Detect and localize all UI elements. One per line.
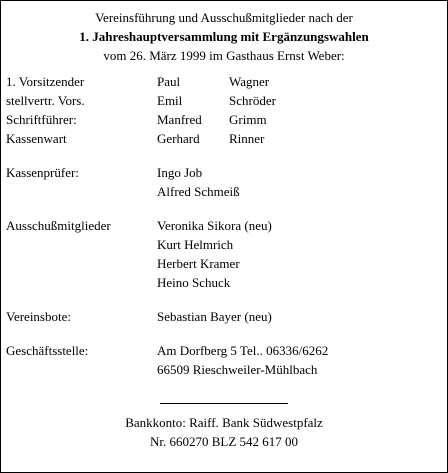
role-label: stellvertr. Vors. — [6, 93, 85, 108]
auditors-row — [6, 182, 442, 201]
last-name: Grimm — [229, 112, 267, 127]
auditor-name: Ingo Job — [157, 165, 203, 180]
header-line-3: vom 26. März 1999 im Gasthaus Ernst Weber: — [103, 48, 345, 63]
committee-row — [6, 235, 442, 254]
last-name: Schröder — [229, 93, 276, 108]
committee-member: Kurt Helmrich — [157, 237, 234, 252]
bank-line-2: Nr. 660270 BLZ 542 617 00 — [149, 434, 299, 449]
header-line-1: Vereinsführung und Ausschußmitglieder nach der — [95, 10, 353, 25]
spacer — [6, 201, 442, 216]
first-name: Gerhard — [157, 131, 200, 146]
office-address-line-1: Am Dorfberg 5 Tel.. 06336/6262 — [157, 343, 329, 358]
board-row-vice-chairman — [6, 91, 442, 110]
committee-row — [6, 273, 442, 292]
bank-line-1: Bankkonto: Raiff. Bank Südwestpfalz — [125, 415, 323, 430]
last-name: Wagner — [229, 74, 270, 89]
office-row — [6, 341, 442, 360]
office-address-line-2: 66509 Rieschweiler-Mühlbach — [157, 362, 318, 377]
committee-row — [6, 254, 442, 273]
committee-member: Herbert Kramer — [157, 256, 240, 271]
auditors-label: Kassenprüfer: — [6, 165, 79, 180]
board-row-secretary — [6, 110, 442, 129]
role-label: Schriftführer: — [6, 112, 77, 127]
committee-member: Veronika Sikora (neu) — [157, 218, 272, 233]
first-name: Manfred — [157, 112, 202, 127]
first-name: Paul — [157, 74, 181, 89]
board-row-chairman — [6, 72, 442, 91]
board-row-treasurer — [6, 129, 442, 148]
messenger-row — [6, 307, 442, 326]
messenger-name: Sebastian Bayer (neu) — [157, 309, 272, 324]
spacer — [6, 148, 442, 163]
spacer — [6, 326, 442, 341]
document-header — [1, 8, 447, 65]
spacer — [6, 292, 442, 307]
bank-info — [1, 413, 447, 451]
office-row — [6, 360, 442, 379]
auditors-row — [6, 163, 442, 182]
header-line-2: 1. Jahreshauptversammlung mit Ergänzungswahlen — [79, 29, 369, 44]
committee-member: Heino Schuck — [157, 275, 231, 290]
last-name: Rinner — [229, 131, 265, 146]
messenger-label: Vereinsbote: — [6, 309, 71, 324]
first-name: Emil — [157, 93, 183, 108]
committee-row — [6, 216, 442, 235]
member-list — [6, 72, 442, 379]
role-label: 1. Vorsitzender — [6, 74, 85, 89]
office-label: Geschäftsstelle: — [6, 343, 89, 358]
role-label: Kassenwart — [6, 131, 67, 146]
auditor-name: Alfred Schmeiß — [157, 184, 240, 199]
committee-label: Ausschußmitglieder — [6, 218, 111, 233]
divider-line — [160, 403, 288, 404]
